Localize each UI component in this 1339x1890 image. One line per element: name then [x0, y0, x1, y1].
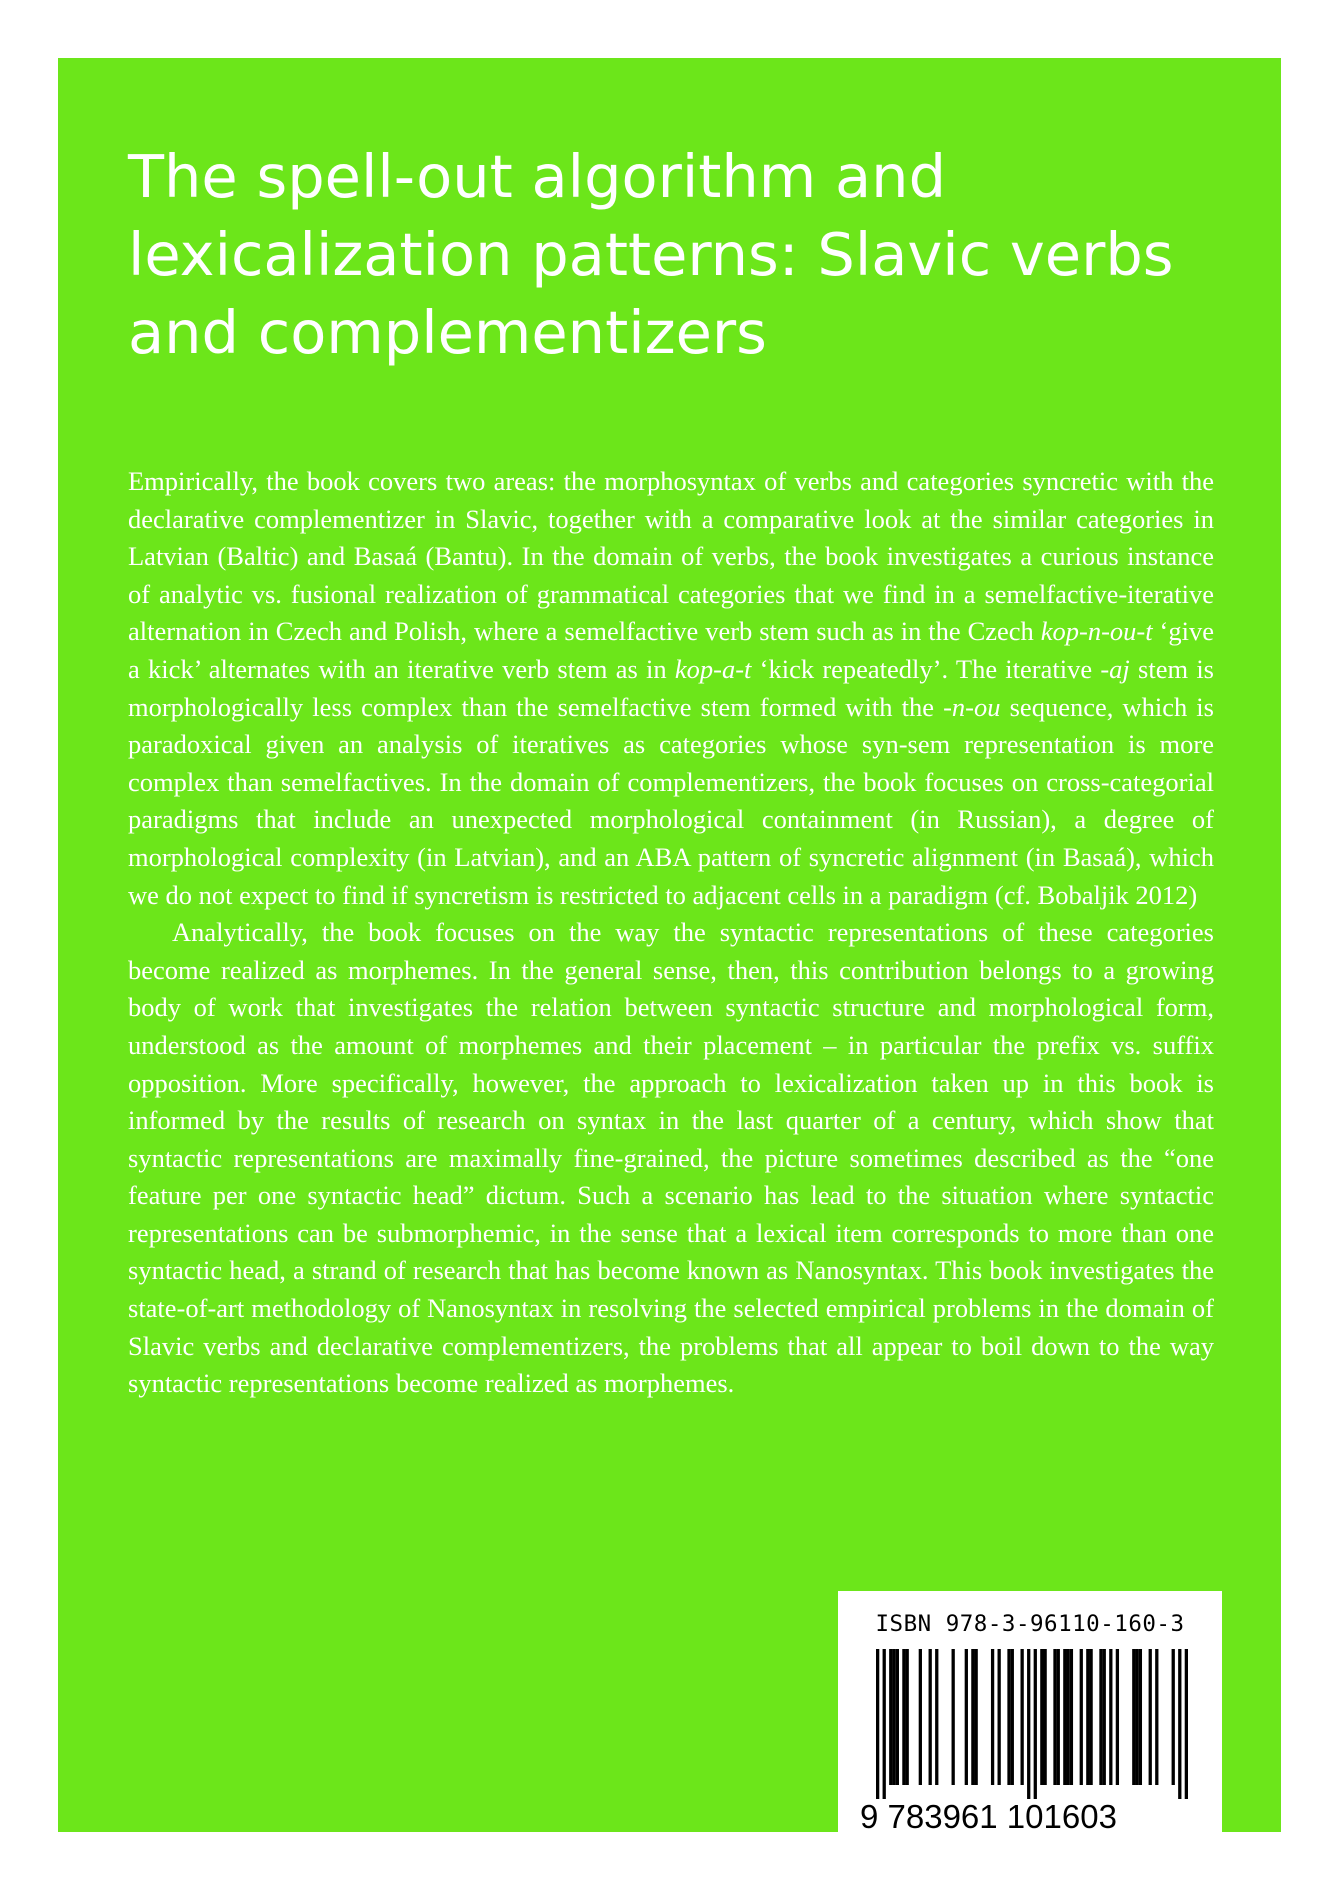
barcode-bar — [935, 1649, 938, 1785]
barcode-bar — [892, 1649, 895, 1785]
blurb — [128, 463, 1214, 1403]
barcode-bar — [1178, 1649, 1181, 1799]
isbn-barcode — [838, 1591, 1222, 1858]
blurb-paragraph-2 — [128, 914, 1214, 1403]
barcode-bar — [919, 1649, 922, 1785]
isbn-label: ISBN 978-3-96110-160-3 — [875, 1611, 1185, 1637]
barcode-bar — [876, 1649, 879, 1799]
barcode-bar — [1007, 1649, 1010, 1785]
barcode-bar — [1011, 1649, 1014, 1785]
barcode-bar — [1034, 1649, 1037, 1799]
barcode-bar — [1040, 1649, 1043, 1785]
italic-term: -n-ou — [943, 691, 1001, 722]
barcode-bar — [896, 1649, 899, 1785]
barcode-bar — [1139, 1649, 1142, 1785]
barcode-bar — [1027, 1649, 1030, 1799]
barcode-bar — [952, 1649, 955, 1785]
barcode-bar — [883, 1649, 886, 1799]
barcode-bar — [1070, 1649, 1073, 1785]
barcode-bar — [1066, 1649, 1069, 1785]
ean-digits: 9 783961 101603 — [860, 1798, 1117, 1835]
barcode-bar — [929, 1649, 932, 1785]
barcode-bar — [1053, 1649, 1056, 1785]
barcode-bar — [1086, 1649, 1089, 1785]
barcode-bar — [991, 1649, 994, 1785]
barcode-bar — [906, 1649, 909, 1785]
barcode-bar — [1063, 1649, 1066, 1785]
text-run: stem is morphologically less complex than the semelfactive stem formed with the — [128, 653, 1214, 722]
barcode-bar — [1116, 1649, 1119, 1785]
barcode-bar — [975, 1649, 978, 1785]
barcode-bar — [902, 1649, 905, 1785]
text-run: Analytically, the book focuses on the way the syntactic representations of these categories become realized as morphemes. In the general sense, then, this contribution belongs to a growing body of work that investigates the relation between syntactic structure and morphological form, understood as the amount of morphemes and their placement – in particular the prefix vs. suffix opposition. More specifically, however, the approach to lexicalization taken up in this book is informed by the results of research on syntax in the last quarter of a century, which show that syntactic representations are maximally fine-grained, the picture sometimes described as the “one feature per one syntactic head” dictum. Such a scenario has lead to the situation where syntactic representations can be submorphemic, in the sense that a lexical item corresponds to more than one syntactic head, a strand of research that has become known as Nanosyntax. This book investigates the state-of-art methodology of Nanosyntax in resolving the selected empirical problems in the domain of Slavic verbs and declarative complementizers, the problems that all appear to boil down to the way syntactic representations become realized as morphemes. — [128, 917, 1214, 1399]
barcode-bar — [1132, 1649, 1135, 1785]
barcode-bar — [1149, 1649, 1152, 1785]
barcode-bar — [1089, 1649, 1092, 1785]
barcode-bar — [1103, 1649, 1106, 1785]
italic-term: kop-a-t — [674, 653, 752, 684]
italic-term: kop-n-ou-t — [1040, 616, 1153, 647]
barcode-bar — [1080, 1649, 1083, 1785]
barcode-bar — [1043, 1649, 1046, 1785]
text-run: sequence, which is paradoxical given an analysis of iteratives as categories whose syn-sem representation is more complex than semelfactives. In the domain of complementizers, the book focuses on cross-categorial paradigms that include an unexpected morphological containment (in Russian), a degree of morphological complexity (in Latvian), and an ABA pattern of syncretic alignment (in Basaá), which we do not expect to find if syncretism is restricted to adjacent cells in a paradigm (cf. Bobaljik 2012) — [128, 691, 1214, 910]
italic-term: -aj — [1100, 653, 1130, 684]
barcode-bar — [1021, 1649, 1024, 1785]
text-run: Empirically, the book covers two areas: the morphosyntax of verbs and categories syncretic with the declarative complementizer in Slavic, together with a comparative look at the similar categories in Latvian (Baltic) and Basaá (Bantu). In the domain of verbs, the book investigates a curious instance of analytic vs. fusional realization of grammatical categories that we find in a semelfactive-iterative alternation in Czech and Polish, where a semelfactive verb stem such as in the Czech — [128, 466, 1214, 647]
barcode-bar — [1135, 1649, 1138, 1785]
barcode-bar — [1057, 1649, 1060, 1785]
barcode-bars — [876, 1649, 1188, 1799]
back-cover — [58, 58, 1281, 1835]
barcode-bar — [1155, 1649, 1158, 1785]
book-title: The spell-out algorithm and lexicalization patterns: Slavic verbs and complementizers — [128, 142, 1174, 367]
barcode-bar — [998, 1649, 1001, 1785]
barcode-bar — [1099, 1649, 1102, 1785]
barcode-bar — [1109, 1649, 1112, 1785]
text-run: ‘kick repeatedly’. The iterative — [751, 653, 1101, 684]
blurb-paragraph-1 — [128, 463, 1214, 914]
barcode-bar — [1172, 1649, 1175, 1785]
barcode-bar — [965, 1649, 968, 1785]
barcode-bar — [889, 1649, 892, 1785]
barcode-bar — [1185, 1649, 1188, 1799]
text-run: ‘give a kick’ alternates with an iterative verb stem as in — [128, 616, 1214, 684]
barcode-bar — [971, 1649, 974, 1785]
